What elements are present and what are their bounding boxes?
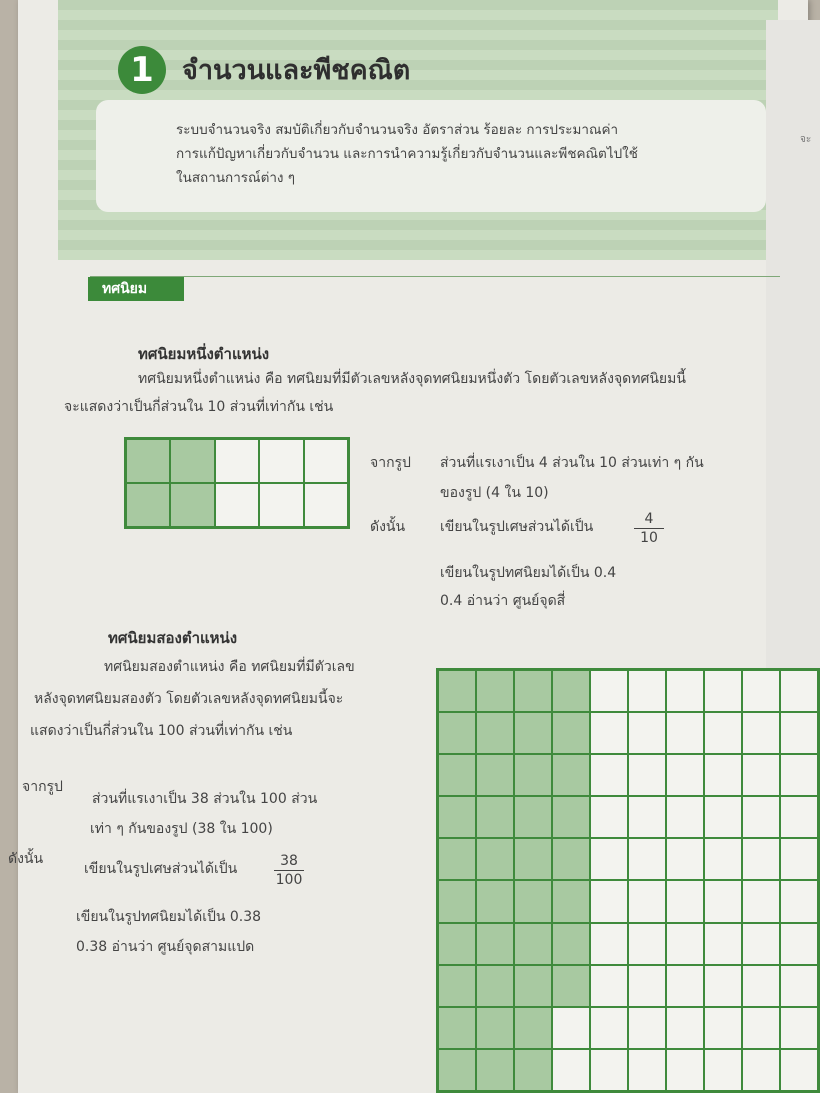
section-label: ทศนิยม: [88, 277, 184, 301]
shaded-cell: [514, 880, 552, 922]
grid-cell: [780, 838, 818, 880]
grid-cell: [666, 1049, 704, 1091]
shaded-cell: [170, 439, 214, 483]
one-place-fraction: [634, 510, 664, 547]
shaded-cell: [552, 923, 590, 965]
two-place-fraction: [274, 852, 304, 889]
grid-cell: [666, 670, 704, 712]
shaded-cell: [438, 880, 476, 922]
grid-cell: [780, 712, 818, 754]
section-divider: [90, 276, 780, 277]
grid-cell: [590, 670, 628, 712]
one-place-from-fig-label: จากรูป: [370, 455, 411, 471]
grid-cell: [742, 923, 780, 965]
grid-cell: [590, 1007, 628, 1049]
shaded-cell: [552, 838, 590, 880]
grid-cell: [628, 838, 666, 880]
summary-line-1: ระบบจำนวนจริง สมบัติเกี่ยวกับจำนวนจริง อัตราส่วน ร้อยละ การประมาณค่า: [176, 122, 619, 138]
shaded-cell: [552, 796, 590, 838]
shaded-cell: [514, 670, 552, 712]
tenths-grid: [124, 437, 350, 529]
chapter-number-badge: 1: [118, 46, 166, 94]
grid-cell: [666, 1007, 704, 1049]
grid-cell: [742, 1007, 780, 1049]
grid-cell: [704, 712, 742, 754]
shaded-cell: [552, 712, 590, 754]
grid-cell: [704, 754, 742, 796]
hundredths-grid: [436, 668, 820, 1093]
grid-cell: [780, 754, 818, 796]
chapter-summary: [176, 118, 746, 190]
grid-cell: [259, 439, 303, 483]
grid-cell: [704, 1007, 742, 1049]
one-place-from-fig-line-2: ของรูป (4 ใน 10): [440, 485, 549, 501]
grid-cell: [742, 965, 780, 1007]
grid-cell: [742, 838, 780, 880]
two-place-heading: ทศนิยมสองตำแหน่ง: [108, 629, 238, 647]
shaded-cell: [438, 754, 476, 796]
grid-cell: [780, 1007, 818, 1049]
grid-cell: [552, 1007, 590, 1049]
two-place-from-fig-line-1: ส่วนที่แรเงาเป็น 38 ส่วนใน 100 ส่วน: [92, 791, 318, 807]
shaded-cell: [552, 670, 590, 712]
grid-cell: [666, 880, 704, 922]
shaded-cell: [476, 670, 514, 712]
grid-cell: [780, 880, 818, 922]
shaded-cell: [476, 1049, 514, 1091]
grid-cell: [215, 483, 259, 527]
one-place-fraction-text: เขียนในรูปเศษส่วนได้เป็น: [440, 519, 594, 535]
grid-cell: [704, 670, 742, 712]
grid-cell: [628, 923, 666, 965]
grid-cell: [304, 483, 348, 527]
shaded-cell: [438, 838, 476, 880]
shaded-cell: [476, 796, 514, 838]
two-place-read-text: 0.38 อ่านว่า ศูนย์จุดสามแปด: [76, 939, 255, 955]
one-place-read-text: 0.4 อ่านว่า ศูนย์จุดสี่: [440, 593, 566, 609]
grid-cell: [704, 923, 742, 965]
fraction-numerator: 38: [274, 852, 304, 871]
shaded-cell: [438, 1049, 476, 1091]
shaded-cell: [514, 923, 552, 965]
two-place-from-fig-line-2: เท่า ๆ กันของรูป (38 ใน 100): [90, 821, 273, 837]
grid-cell: [590, 880, 628, 922]
shaded-cell: [514, 838, 552, 880]
grid-cell: [666, 923, 704, 965]
one-place-from-fig-line-1: ส่วนที่แรเงาเป็น 4 ส่วนใน 10 ส่วนเท่า ๆ กัน: [440, 455, 704, 471]
shaded-cell: [438, 712, 476, 754]
shaded-cell: [514, 1049, 552, 1091]
shaded-cell: [514, 965, 552, 1007]
grid-cell: [628, 1007, 666, 1049]
grid-cell: [666, 838, 704, 880]
grid-cell: [628, 965, 666, 1007]
two-place-from-fig-label: จากรูป: [22, 779, 63, 795]
grid-cell: [704, 796, 742, 838]
shaded-cell: [514, 796, 552, 838]
shaded-cell: [476, 880, 514, 922]
grid-cell: [215, 439, 259, 483]
one-place-decimal-text: เขียนในรูปทศนิยมได้เป็น 0.4: [440, 565, 617, 581]
one-place-desc-line-1: ทศนิยมหนึ่งตำแหน่ง คือ ทศนิยมที่มีตัวเลขหลังจุดทศนิยมหนึ่งตัว โดยตัวเลขหลังจุดทศนิยมนี้: [138, 371, 686, 387]
grid-cell: [628, 1049, 666, 1091]
shaded-cell: [476, 838, 514, 880]
shaded-cell: [476, 1007, 514, 1049]
chapter-summary-box: [96, 100, 766, 212]
grid-cell: [590, 838, 628, 880]
shaded-cell: [552, 754, 590, 796]
grid-cell: [666, 754, 704, 796]
shaded-cell: [438, 796, 476, 838]
grid-cell: [742, 712, 780, 754]
shaded-cell: [170, 483, 214, 527]
grid-cell: [780, 923, 818, 965]
fraction-denominator: 10: [640, 530, 658, 546]
grid-cell: [590, 965, 628, 1007]
one-place-therefore-label: ดังนั้น: [370, 519, 406, 535]
grid-cell: [304, 439, 348, 483]
summary-line-3: ในสถานการณ์ต่าง ๆ: [176, 170, 296, 186]
grid-cell: [552, 1049, 590, 1091]
grid-cell: [628, 712, 666, 754]
chapter-title: จำนวนและพีชคณิต: [182, 55, 411, 86]
two-place-fraction-text: เขียนในรูปเศษส่วนได้เป็น: [84, 861, 238, 877]
grid-cell: [628, 670, 666, 712]
grid-cell: [666, 712, 704, 754]
grid-cell: [628, 754, 666, 796]
grid-cell: [704, 880, 742, 922]
shaded-cell: [514, 754, 552, 796]
shaded-cell: [476, 754, 514, 796]
grid-cell: [780, 796, 818, 838]
shaded-cell: [438, 965, 476, 1007]
grid-cell: [259, 483, 303, 527]
grid-cell: [780, 965, 818, 1007]
shaded-cell: [552, 880, 590, 922]
shaded-cell: [126, 483, 170, 527]
grid-cell: [666, 965, 704, 1007]
grid-cell: [742, 1049, 780, 1091]
grid-cell: [666, 796, 704, 838]
grid-cell: [704, 838, 742, 880]
grid-cell: [780, 1049, 818, 1091]
one-place-desc-line-2: จะแสดงว่าเป็นกี่ส่วนใน 10 ส่วนที่เท่ากัน เช่น: [64, 399, 334, 415]
fraction-numerator: 4: [634, 510, 664, 529]
shaded-cell: [126, 439, 170, 483]
shaded-cell: [552, 965, 590, 1007]
grid-cell: [704, 1049, 742, 1091]
one-place-heading: ทศนิยมหนึ่งตำแหน่ง: [138, 345, 270, 363]
two-place-therefore-label: ดังนั้น: [8, 851, 44, 867]
two-place-decimal-text: เขียนในรูปทศนิยมได้เป็น 0.38: [76, 909, 262, 925]
shaded-cell: [514, 1007, 552, 1049]
shaded-cell: [438, 670, 476, 712]
grid-cell: [704, 965, 742, 1007]
grid-cell: [590, 754, 628, 796]
summary-line-2: การแก้ปัญหาเกี่ยวกับจำนวน และการนำความรู้เกี่ยวกับจำนวนและพีชคณิตไปใช้: [176, 146, 638, 162]
two-place-desc-line-2: หลังจุดทศนิยมสองตัว โดยตัวเลขหลังจุดทศนิยมนี้จะ: [34, 691, 344, 707]
grid-cell: [590, 1049, 628, 1091]
grid-cell: [590, 796, 628, 838]
grid-cell: [780, 670, 818, 712]
grid-cell: [742, 880, 780, 922]
shaded-cell: [514, 712, 552, 754]
shaded-cell: [438, 1007, 476, 1049]
grid-cell: [590, 923, 628, 965]
fraction-denominator: 100: [275, 872, 303, 888]
grid-cell: [742, 670, 780, 712]
grid-cell: [628, 880, 666, 922]
grid-cell: [742, 754, 780, 796]
shaded-cell: [476, 923, 514, 965]
grid-cell: [742, 796, 780, 838]
shaded-cell: [476, 712, 514, 754]
shaded-cell: [438, 923, 476, 965]
facing-page-text: จะ: [800, 134, 812, 145]
shaded-cell: [476, 965, 514, 1007]
two-place-desc-line-3: แสดงว่าเป็นกี่ส่วนใน 100 ส่วนที่เท่ากัน เช่น: [30, 723, 293, 739]
grid-cell: [590, 712, 628, 754]
two-place-desc-line-1: ทศนิยมสองตำแหน่ง คือ ทศนิยมที่มีตัวเลข: [104, 659, 355, 675]
grid-cell: [628, 796, 666, 838]
